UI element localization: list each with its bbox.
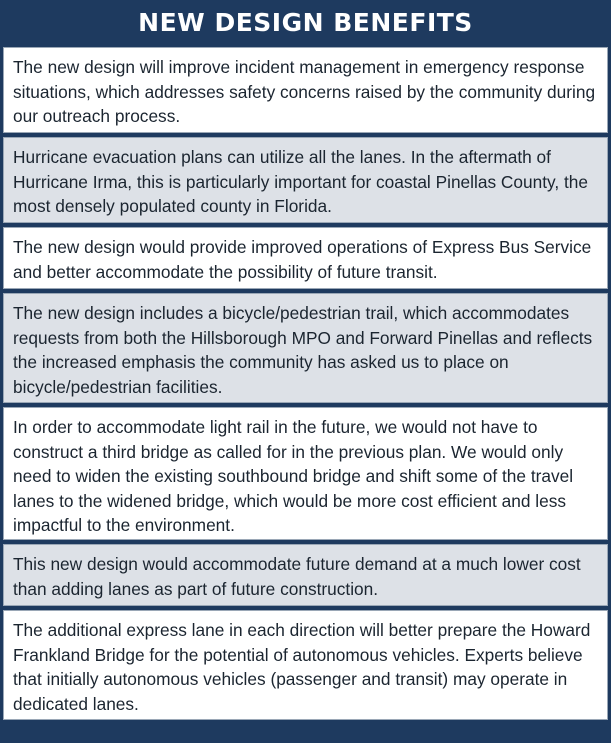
benefit-item-2: Hurricane evacuation plans can utilize all the lanes. In the aftermath of Hurricane Irma, this is particularly important for coastal Pinellas County, the most densely populated county in Florida. xyxy=(3,137,608,223)
benefits-list xyxy=(3,47,608,724)
benefit-item-3: The new design would provide improved operations of Express Bus Service and better accommodate the possibility of future transit. xyxy=(3,227,608,289)
benefit-item-7: The additional express lane in each direction will better prepare the Howard Frankland Bridge for the potential of autonomous vehicles. Experts believe that initially autonomous vehicles (passenger and transit) may operate in dedicated lanes. xyxy=(3,610,608,720)
benefit-item-1: The new design will improve incident management in emergency response situations, which addresses safety concerns raised by the community during our outreach process. xyxy=(3,47,608,133)
panel-title: NEW DESIGN BENEFITS xyxy=(138,7,473,37)
benefit-item-4: The new design includes a bicycle/pedestrian trail, which accommodates requests from both the Hillsborough MPO and Forward Pinellas and reflects the increased emphasis the community has asked us to place on bicycle/pedestrian facilities. xyxy=(3,293,608,403)
benefit-item-5: In order to accommodate light rail in the future, we would not have to construct a third bridge as called for in the previous plan. We would only need to widen the existing southbound bridge and shift some of the travel lanes to the widened bridge, which would be more cost efficient and less impactful to the environment. xyxy=(3,407,608,540)
benefit-item-6: This new design would accommodate future demand at a much lower cost than adding lanes as part of future construction. xyxy=(3,544,608,606)
